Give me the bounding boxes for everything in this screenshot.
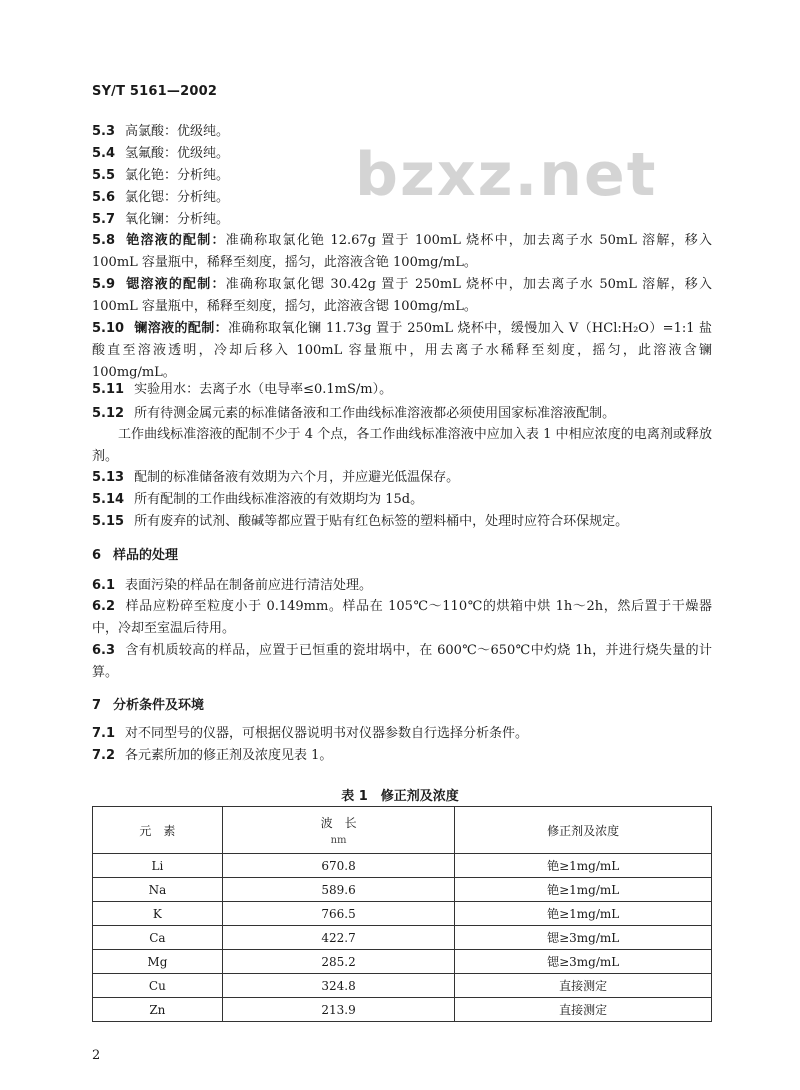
header-element: 元 素 (93, 807, 223, 854)
table-row: K 766.5 铯≥1mg/mL (93, 902, 712, 926)
list-item: 5.14 所有配制的工作曲线标准溶液的有效期均为 15d。 (92, 492, 424, 507)
header-modifier: 修正剂及浓度 (455, 807, 712, 854)
section-heading-6: 6 样品的处理 (92, 548, 179, 563)
table-row: Zn 213.9 直接测定 (93, 998, 712, 1022)
table-row: Mg 285.2 锶≥3mg/mL (93, 950, 712, 974)
table-row: Cu 324.8 直接测定 (93, 974, 712, 998)
paragraph: 工作曲线标准溶液的配制不少于 4 个点，各工作曲线标准溶液中应加入表 1 中相应浓度的电离剂或释放剂。 (92, 427, 712, 464)
list-item: 5.8 铯溶液的配制：准确称取氯化铯 12.67g 置于 100mL 烧杯中，加去离子水 50mL 溶解，移入 100mL 容量瓶中，稀释至刻度，摇匀，此溶液含铯 100mg/mL。 (92, 233, 712, 270)
list-item: 6.2 样品应粉碎至粒度小于 0.149mm。样品在 105℃～110℃的烘箱中烘 1h～2h，然后置于干燥器中，冷却至室温后待用。 (92, 599, 712, 636)
table-caption: 表 1 修正剂及浓度 (341, 789, 459, 804)
table-row: Li 670.8 铯≥1mg/mL (93, 854, 712, 878)
list-item: 5.3 高氯酸：优级纯。 (92, 124, 230, 139)
list-item: 7.2 各元素所加的修正剂及浓度见表 1。 (92, 748, 333, 763)
list-item: 7.1 对不同型号的仪器，可根据仪器说明书对仪器参数自行选择分析条件。 (92, 726, 529, 741)
list-item: 5.12 所有待测金属元素的标准储备液和工作曲线标准溶液都必须使用国家标准溶液配制。 (92, 406, 616, 421)
list-item: 6.1 表面污染的样品在制备前应进行清洁处理。 (92, 578, 373, 593)
modifier-table (92, 806, 712, 1022)
list-item: 5.15 所有废弃的试剂、酸碱等都应置于贴有红色标签的塑料桶中，处理时应符合环保规定。 (92, 514, 629, 529)
table-header-row (93, 807, 712, 854)
header-wavelength-unit: nm (330, 835, 347, 846)
list-item: 5.10 镧溶液的配制：准确称取氧化镧 11.73g 置于 250mL 烧杯中，缓慢加入 V（HCl:H₂O）=1:1 盐酸直至溶液透明，冷却后移入 100mL 容量瓶中，用去离子水稀释至刻度，摇匀，此溶液含镧 100mg/mL。 (92, 321, 712, 380)
header-wavelength: 波 长 nm (222, 807, 455, 854)
list-item: 5.4 氢氟酸：优级纯。 (92, 146, 230, 161)
list-item: 5.5 氯化铯：分析纯。 (92, 168, 230, 183)
page-number: 2 (92, 1048, 101, 1063)
list-item: 5.6 氯化锶：分析纯。 (92, 190, 230, 205)
standard-code: SY/T 5161—2002 (92, 84, 218, 99)
list-item: 5.11 实验用水：去离子水（电导率≤0.1mS/m）。 (92, 382, 393, 397)
list-item: 6.3 含有机质较高的样品，应置于已恒重的瓷坩埚中，在 600℃～650℃中灼烧 1h，并进行烧失量的计算。 (92, 643, 712, 680)
section-heading-7: 7 分析条件及环境 (92, 698, 205, 713)
list-item: 5.7 氧化镧：分析纯。 (92, 212, 230, 227)
table-row: Ca 422.7 锶≥3mg/mL (93, 926, 712, 950)
list-item: 5.9 锶溶液的配制：准确称取氯化锶 30.42g 置于 250mL 烧杯中，加去离子水 50mL 溶解，移入 100mL 容量瓶中，稀释至刻度，摇匀，此溶液含锶 100mg/mL。 (92, 277, 712, 314)
watermark: bzxz.net (355, 140, 658, 210)
table-row: Na 589.6 铯≥1mg/mL (93, 878, 712, 902)
list-item: 5.13 配制的标准储备液有效期为六个月，并应避光低温保存。 (92, 470, 460, 485)
